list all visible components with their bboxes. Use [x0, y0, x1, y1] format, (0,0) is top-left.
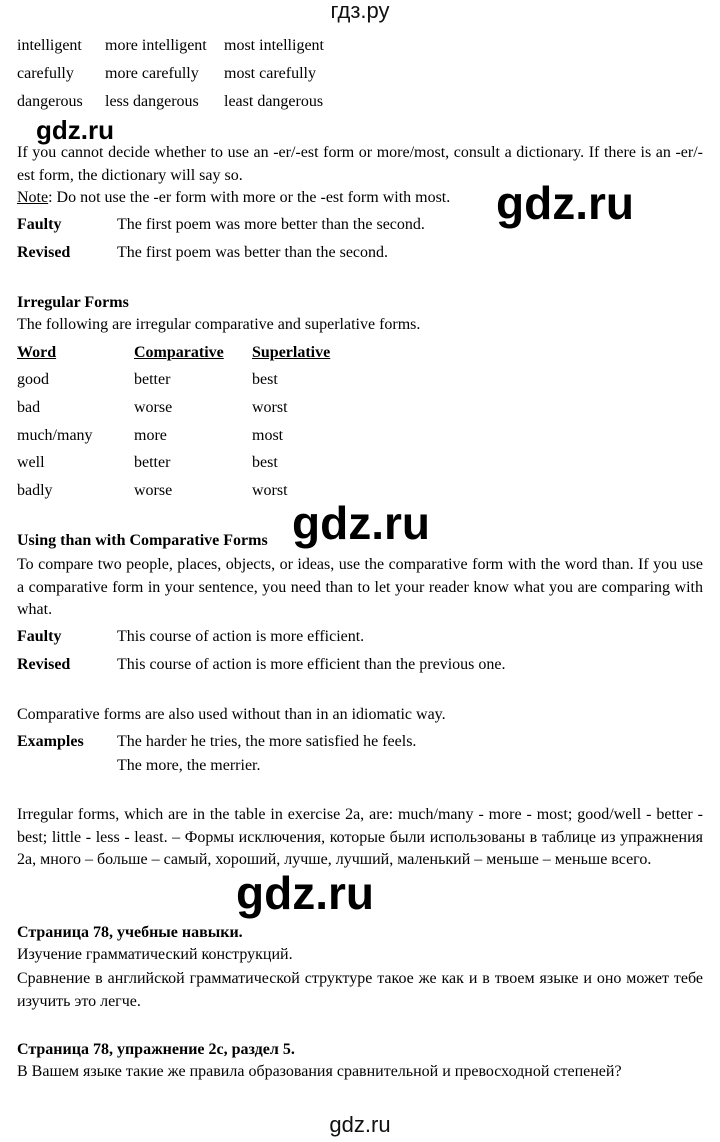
column-header: Word — [17, 344, 57, 361]
revised-label: Revised — [17, 244, 71, 261]
irregular-heading: Irregular Forms — [17, 294, 129, 311]
than-heading: Using than with Comparative Forms — [17, 532, 268, 549]
table-cell: bad — [17, 399, 41, 416]
revised-text: This course of action is more efficient than the previous one. — [117, 656, 506, 673]
faulty-text: This course of action is more efficient. — [117, 628, 365, 645]
site-footer: gdz.ru — [329, 1112, 391, 1137]
table-cell: best — [252, 371, 278, 388]
table-cell: worst — [252, 399, 288, 416]
study-skills-heading: Страница 78, учебные навыки. — [17, 924, 243, 941]
examples-label: Examples — [17, 733, 84, 750]
watermark: gdz.ru — [292, 497, 430, 549]
table-cell: intelligent — [17, 37, 82, 54]
faulty-label: Faulty — [17, 216, 62, 233]
table-cell: much/many — [17, 427, 93, 444]
revised-label: Revised — [17, 656, 71, 673]
example-line: The more, the merrier. — [117, 757, 261, 774]
exercise-2c-question: В Вашем языке такие же правила образования сравнительной и превосходной степеней? — [17, 1063, 622, 1080]
table-cell: less dangerous — [105, 93, 199, 110]
column-header: Comparative — [134, 344, 224, 361]
idiom-paragraph: Comparative forms are also used without than in an idiomatic way. — [17, 706, 446, 723]
table-cell: more — [134, 427, 167, 444]
watermark: gdz.ru — [236, 867, 374, 919]
table-cell: dangerous — [17, 93, 83, 110]
table-cell: more carefully — [105, 65, 199, 82]
table-cell: most carefully — [224, 65, 316, 82]
study-skills-paragraph: Сравнение в английской грамматической структуре такое же как и в твоем языке и оно может тебе изучить это легче. — [17, 970, 703, 1010]
table-cell: best — [252, 454, 278, 471]
table-cell: more intelligent — [105, 37, 207, 54]
table-cell: better — [134, 454, 171, 471]
note-text: : Do not use the -er form with more or the -est form with most. — [48, 189, 451, 206]
table-cell: worse — [134, 482, 173, 499]
table-cell: good — [17, 371, 49, 388]
table-cell: least dangerous — [224, 93, 324, 110]
watermark: gdz.ru — [496, 177, 634, 229]
table-cell: badly — [17, 482, 53, 499]
irregular-intro: The following are irregular comparative and superlative forms. — [17, 316, 421, 333]
exercise-2c-heading: Страница 78, упражнение 2c, раздел 5. — [17, 1041, 295, 1058]
table-cell: most — [252, 427, 284, 444]
example-line: The harder he tries, the more satisfied he feels. — [117, 733, 417, 750]
site-header: гдз.ру — [330, 0, 390, 23]
column-header: Superlative — [252, 344, 331, 361]
table-cell: most intelligent — [224, 37, 324, 54]
answer-paragraph: Irregular forms, which are in the table in exercise 2a, are: much/many - more - most; good/well - better - best; little - less - least. – Формы исключения, которые были использованы в таблице из упражнения 2а, много – больше – самый, хороший, лучше, лучший, маленький – меньше – меньше всего. — [17, 806, 703, 868]
table-cell: carefully — [17, 65, 74, 82]
dictionary-paragraph: If you cannot decide whether to use an -er/-est form or more/most, consult a dictionary. If there is an -er/-est form, the dictionary will say so. — [17, 144, 703, 184]
note-label: Note — [17, 189, 49, 206]
than-paragraph: To compare two people, places, objects, or ideas, use the comparative form with the word than. If you use a comparative form in your sentence, you need than to let your reader know what you are comparing with what. — [17, 556, 703, 618]
revised-text: The first poem was better than the second. — [117, 244, 389, 261]
faulty-text: The first poem was more better than the second. — [117, 216, 425, 233]
table-cell: better — [134, 371, 171, 388]
table-cell: well — [17, 454, 45, 471]
study-skills-line: Изучение грамматический конструкций. — [17, 946, 293, 963]
table-cell: worse — [134, 399, 173, 416]
watermark: gdz.ru — [36, 115, 114, 145]
table-cell: worst — [252, 482, 288, 499]
faulty-label: Faulty — [17, 628, 62, 645]
note-line — [17, 189, 450, 207]
